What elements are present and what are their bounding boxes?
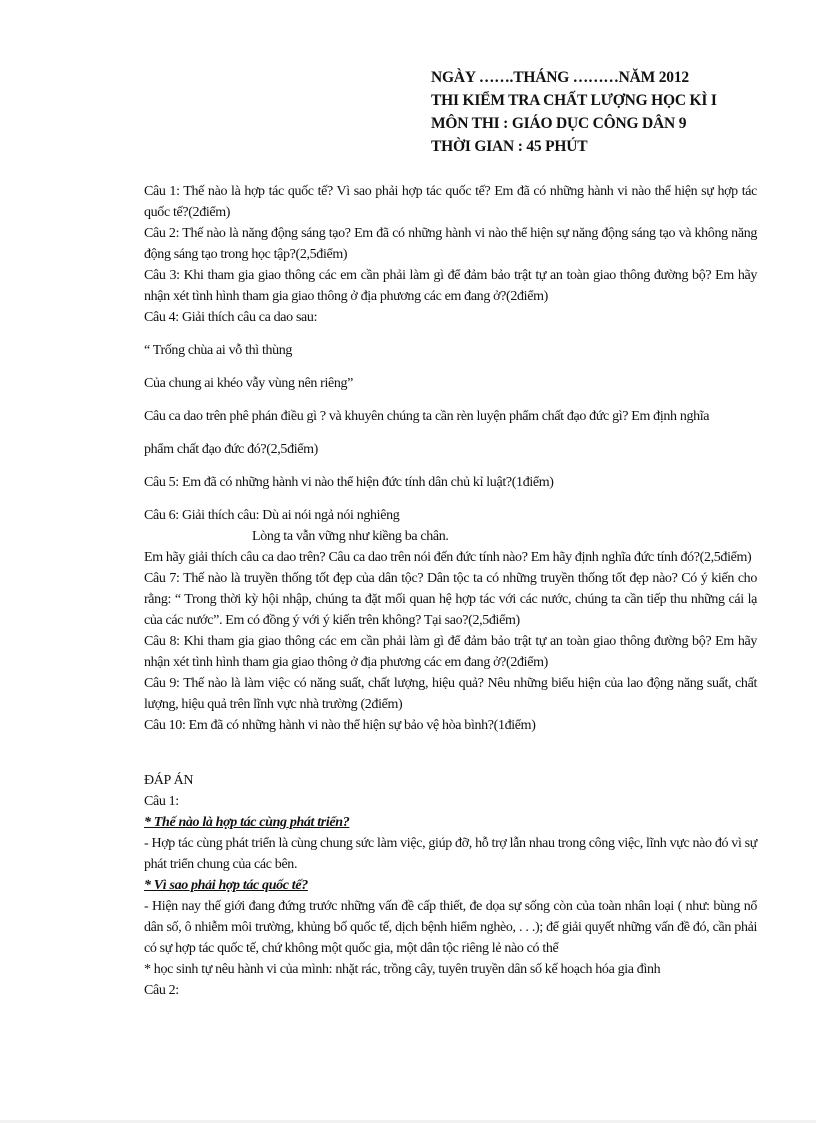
question-8: Câu 8: Khi tham gia giao thông các em cần phải làm gì để đảm bảo trật tự an toàn giao thông đường bộ? Em hãy nhận xét tình hình tham gia giao thông ở địa phương các em đang ở?(2điểm)	[144, 634, 757, 670]
question-5: Câu 5: Em đã có những hành vi nào thể hiện đức tính dân chủ kỉ luật?(1điểm)	[144, 475, 554, 490]
question-2: Câu 2: Thế nào là năng động sáng tạo? Em đã có những hành vi nào thể hiện sự năng động sáng tạo và không năng động sáng tạo trong học tập?(2,5điểm)	[144, 226, 757, 262]
answer-1-subheading-1: * Thế nào là hợp tác cùng phát triển?	[144, 815, 350, 830]
question-4-verse-2: Của chung ai khéo vẫy vùng nên riêng”	[144, 376, 354, 391]
question-1: Câu 1: Thế nào là hợp tác quốc tế? Vì sao phải hợp tác quốc tế? Em đã có những hành vi nào thể hiện sự hợp tác quốc tế?(2điểm)	[144, 184, 757, 220]
question-6-verse-2: Lòng ta vẫn vững như kiềng ba chân.	[252, 529, 449, 544]
question-4-body-2: phẩm chất đạo đức đó?(2,5điểm)	[144, 442, 318, 457]
answer-1-text-2: - Hiện nay thế giới đang đứng trước những vấn đề cấp thiết, đe dọa sự sống còn của toàn nhân loại ( như: bùng nổ dân số, ô nhiễm môi trường, khủng bố quốc tế, dịch bệnh hiểm nghèo, . . .); để giải quyết những vấn đề đó, cần phải có sự hợp tác quốc tế, chứ không một quốc gia, một dân tộc riêng lẻ nào có thể	[144, 899, 757, 956]
question-7: Câu 7: Thế nào là truyền thống tốt đẹp của dân tộc? Dân tộc ta có những truyền thống tốt đẹp nào? Có ý kiến cho rằng: “ Trong thời kỳ hội nhập, chúng ta đặt mối quan hệ hợp tác với các nước, chúng ta cần tiếp thu những cái lạ của các nước”. Em có đồng ý với ý kiến trên không? Tại sao?(2,5điểm)	[144, 571, 757, 628]
answer-1-subheading-2: * Vì sao phải hợp tác quốc tế?	[144, 878, 308, 893]
date-line: NGÀY …….THÁNG ………NĂM 2012	[431, 69, 689, 86]
question-10: Câu 10: Em đã có những hành vi nào thể hiện sự bảo vệ hòa bình?(1điểm)	[144, 718, 536, 733]
question-4-intro: Câu 4: Giải thích câu ca dao sau:	[144, 310, 318, 325]
question-4-body: Câu ca dao trên phê phán điều gì ? và khuyên chúng ta cần rèn luyện phẩm chất đạo đức gì? Em định nghĩa	[144, 409, 710, 424]
exam-header	[431, 66, 791, 158]
exam-title: THI KIỂM TRA CHẤT LƯỢNG HỌC KÌ I	[431, 92, 717, 109]
answers-heading: ĐÁP ÁN	[144, 773, 194, 788]
answer-1-text-1: - Hợp tác cùng phát triển là cùng chung sức làm việc, giúp đỡ, hỗ trợ lẫn nhau trong công việc, lĩnh vực nào đó vì sự phát triển chung của các bên.	[144, 836, 757, 872]
question-6-body: Em hãy giải thích câu ca dao trên? Câu ca dao trên nói đến đức tính nào? Em hãy định nghĩa đức tính đó?(2,5điểm)	[144, 550, 752, 565]
exam-body	[144, 181, 757, 1001]
answer-2-label: Câu 2:	[144, 983, 179, 998]
question-4-verse-1: “ Trống chùa ai vỗ thì thùng	[144, 343, 293, 358]
answer-1-text-3: * học sinh tự nêu hành vi của mình: nhặt rác, trồng cây, tuyên truyền dân số kế hoạch hóa gia đình	[144, 962, 661, 977]
answer-1-label: Câu 1:	[144, 794, 179, 809]
question-6-intro: Câu 6: Giải thích câu: Dù ai nói ngả nói nghiêng	[144, 508, 400, 523]
duration-line: THỜI GIAN : 45 PHÚT	[431, 138, 588, 155]
question-9: Câu 9: Thế nào là làm việc có năng suất, chất lượng, hiệu quả? Nêu những biểu hiện của lao động năng suất, chất lượng, hiệu quả trên lĩnh vực nhà trường (2điểm)	[144, 676, 757, 712]
question-3: Câu 3: Khi tham gia giao thông các em cần phải làm gì để đảm bảo trật tự an toàn giao thông đường bộ? Em hãy nhận xét tình hình tham gia giao thông ở địa phương các em đang ở?(2điểm)	[144, 268, 757, 304]
subject-line: MÔN THI : GIÁO DỤC CÔNG DÂN 9	[431, 115, 687, 132]
